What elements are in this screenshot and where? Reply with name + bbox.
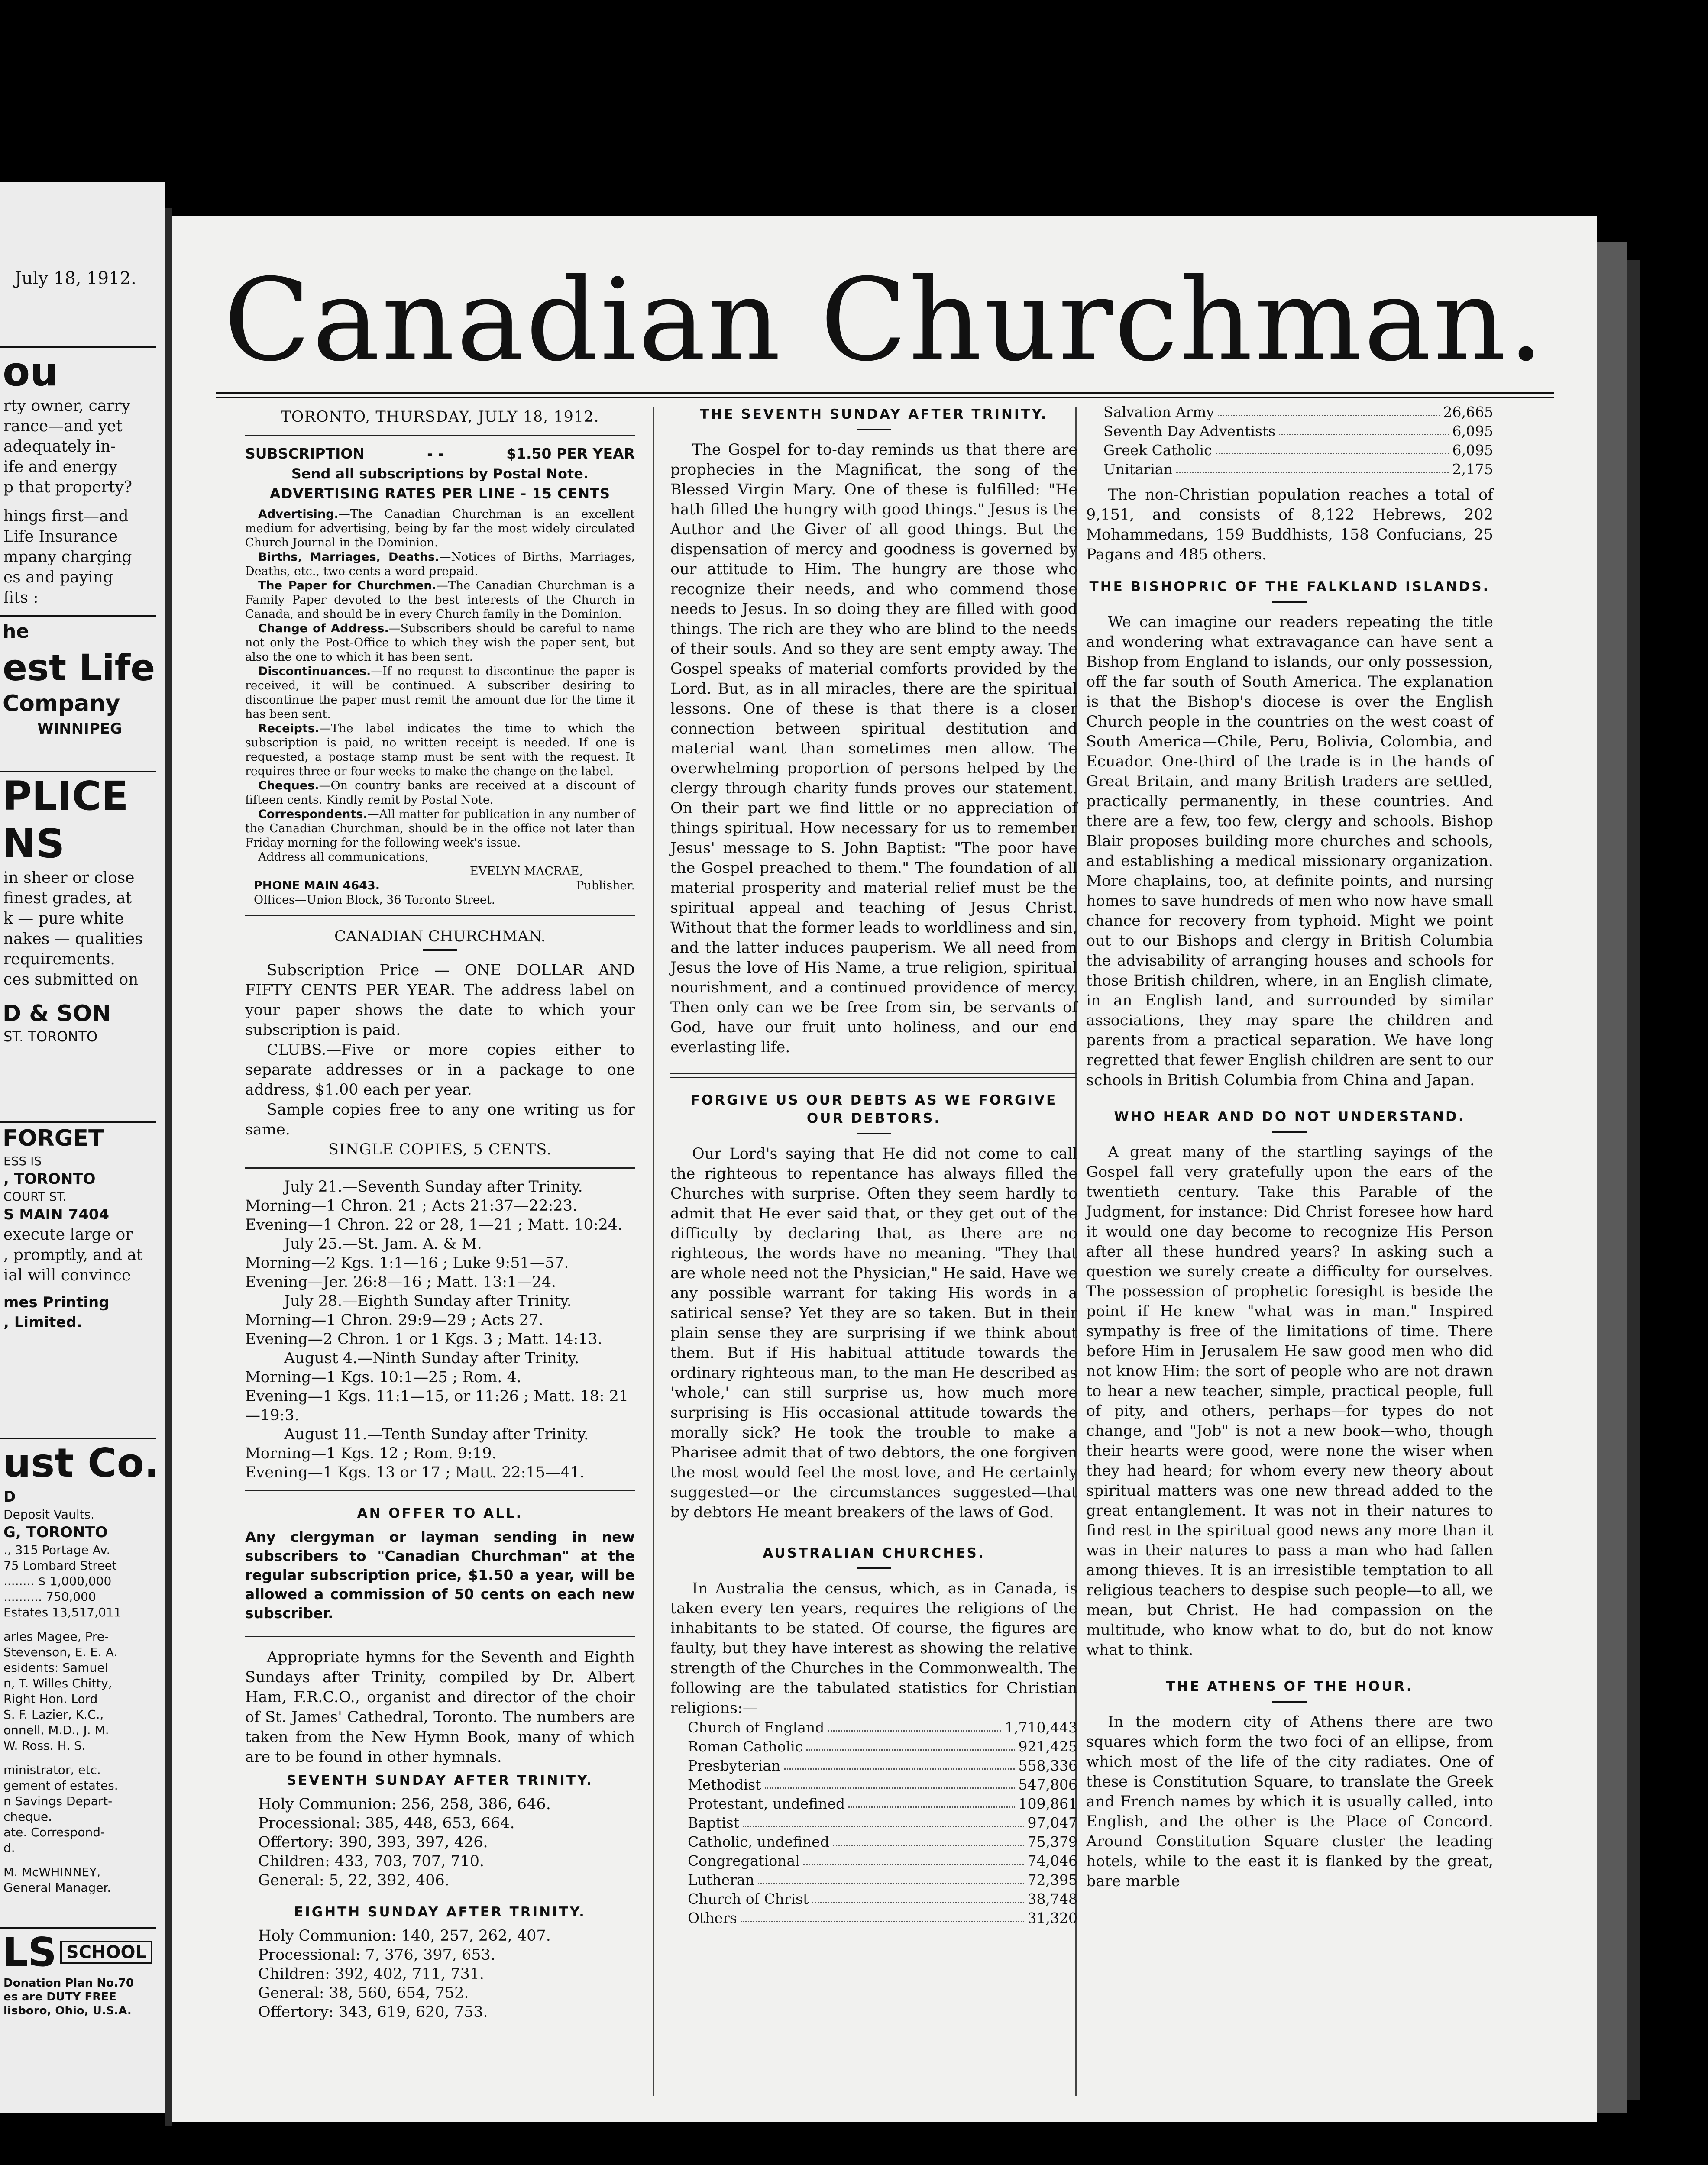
offer-text: Any clergyman or layman sending in new subscribers to "Canadian Churchman" at the regular subscription price, $1.50 a year, will be allowed a commission of 50 cents on each new subscriber.	[245, 1528, 635, 1622]
text-line: Offertory: 390, 393, 397, 426.	[258, 1834, 488, 1851]
text-line: arles Magee, Pre-	[3, 1629, 109, 1644]
eighth-hymns-list	[245, 1926, 635, 2022]
text-line: ate. Correspond-	[3, 1825, 105, 1839]
athens-heading: THE ATHENS OF THE HOUR.	[1166, 1679, 1414, 1694]
notice-item	[245, 664, 635, 721]
statistics-row	[1103, 460, 1493, 479]
lesson-line: Morning—1 Chron. 21 ; Acts 21:37—22:23.	[245, 1197, 578, 1215]
notice-label: Births, Marriages, Deaths.	[258, 550, 440, 564]
text-line: adequately in-	[3, 438, 116, 456]
statistics-row	[688, 1718, 1077, 1737]
notice-label: Change of Address.	[258, 622, 389, 635]
phone-number: PHONE MAIN 4643.	[254, 879, 380, 892]
religion-name: Lutheran	[688, 1871, 754, 1888]
religion-name: Protestant, undefined	[688, 1795, 845, 1812]
divider	[245, 1167, 635, 1169]
text-line: k — pure white	[3, 910, 124, 927]
text-line: rance—and yet	[3, 417, 123, 435]
lessons-list	[245, 1177, 635, 1482]
ad-city: WINNIPEG	[37, 720, 122, 737]
column-2	[670, 403, 1077, 1928]
dash	[857, 429, 891, 430]
masthead: Canadian Churchman.	[223, 254, 1546, 386]
statistics-row	[688, 1871, 1077, 1890]
religion-name: Unitarian	[1103, 461, 1173, 478]
school-ad-fragment	[0, 1927, 156, 2018]
notice-item	[245, 779, 635, 807]
religion-count: 2,175	[1452, 461, 1493, 478]
notice-text: —The Canadian Churchman is an excellent medium for advertising, being by far the most widely circulated Church Journal in the Dominion.	[245, 507, 635, 549]
ad-title: FORGET	[3, 1125, 104, 1151]
text-line: 75 Lombard Street	[3, 1558, 117, 1573]
offer-heading: AN OFFER TO ALL.	[357, 1506, 523, 1521]
who-hear-heading: WHO HEAR AND DO NOT UNDERSTAND.	[1114, 1109, 1465, 1125]
publisher-name: EVELYN MACRAE,	[469, 865, 583, 878]
text-line: ife and energy	[3, 458, 118, 476]
text-line: , promptly, and at	[3, 1246, 143, 1264]
hymns-intro: Appropriate hymns for the Seventh and Eighth Sundays after Trinity, compiled by Dr. Albert Ham, F.R.C.O., organist and director of the choir of St. James' Cathedral, Toronto. The numbers are taken from the New Hymn Book, many of which are to be found in other hymnals.	[245, 1649, 635, 1766]
who-hear-text: A great many of the startling sayings of the Gospel fall very gratefully upon the ears of the twentieth century. Take this Parable of the Judgment, for instance: Did Christ foresee how hard it would one day become to recognize His Person after all these hundred years? In asking such a question we surely create a difficulty for ourselves. The possession of prophetic foresight is beside the point if He knew "what was in man." Inspired sympathy is free of the limitations of time. There before Him in Jerusalem He saw good men who did not know Him: the sort of people who are not drawn to hear a new teacher, simple, practical people, full of pity, and others, perhaps—for types do not change, and "Job" is not a new book—who, though their hearts were good, were none the wiser when they had heard; for whom every new theory about spiritual matters was one new thread added to the great entanglement. It was not in their natures to find rest in the spiritual good news any more than it was in their natures to pass a man who had fallen among thieves. It is an irresistible temptation to all religious teachers to despise such people—to all, we mean, but Christ. He had compassion on the multitude, who know what to do, but do not know what to think.	[1086, 1144, 1493, 1659]
dash	[857, 1567, 891, 1569]
religion-count: 6,095	[1452, 442, 1493, 459]
religion-name: Salvation Army	[1103, 404, 1215, 420]
lesson-line: Morning—1 Chron. 29:9—29 ; Acts 27.	[245, 1312, 543, 1329]
lesson-line: Morning—1 Kgs. 10:1—25 ; Rom. 4.	[245, 1369, 521, 1386]
ad-title: ust Co.	[3, 1440, 159, 1486]
notice-item	[245, 507, 635, 550]
leader-dots	[758, 1871, 1024, 1884]
australian-statistics	[670, 1718, 1077, 1928]
religion-name: Presbyterian	[688, 1757, 781, 1774]
statistics-row	[688, 1794, 1077, 1813]
text-line: ces submitted on	[3, 971, 139, 989]
text-line: Stevenson, E. E. A.	[3, 1645, 118, 1659]
text-line: onnell, M.D., J. M.	[3, 1723, 109, 1737]
previous-page-fragment	[0, 182, 165, 2113]
text-line: Life Insurance	[3, 528, 118, 546]
text-line: Right Hon. Lord	[3, 1692, 98, 1706]
masthead-rule-thin	[216, 397, 1554, 398]
text-line: execute large or	[3, 1226, 133, 1244]
ad-title: PLICE	[3, 773, 129, 819]
text-line: hings first—and	[3, 507, 129, 525]
clubs-text: CLUBS.—Five or more copies either to separate addresses or in a package to one address, $1.00 each per year.	[245, 1041, 635, 1099]
religion-name: Others	[688, 1910, 737, 1926]
ad-line: mes Printing	[3, 1294, 110, 1311]
divider	[245, 1490, 635, 1491]
dash	[1272, 1131, 1307, 1133]
seventh-sunday-article-text: The Gospel for to-day reminds us that there are prophecies in the Magnificat, the song of the Blessed Virgin Mary. One of these is fulfilled: "He hath filled the hungry with good things." Jesus is the Author and the Giver of all good things. But the dispensation of mercy and goodness is governed by our attitude to Him. The hungry are those who recognize their needs, and who commend those needs to Jesus. In so doing they are filled with good things. The rich are they who are blind to the needs of their souls. And so they are sent empty away. The Gospel speaks of material comforts provided by the Lord. But, as in all miracles, there are the spiritual lessons. One of these is that there is a closer connection between spiritual destitution and material want than sometimes men allow. The overwhelming proportion of persons helped by the clergy through charity funds proves our statement. On their part we find little or no appreciation of things spiritual. How necessary for us to remember Jesus' message to S. John Baptist: "The poor have the Gospel preached to them." The foundation of all material prosperity and material relief must be the spiritual appeal and teaching of Jesus Christ. Without that the former leads to worldliness and sin, and the latter induces pauperism. We all need from Jesus the love of His Name, a true religion, spiritual nourishment, and a continued providence of mercy. Then only can we be free from sin, be servants of God, have our fruit unto holiness, and our end everlasting life.	[670, 441, 1077, 1056]
australian-churches-text: In Australia the census, which, as in Canada, is taken every ten years, requires the religions of the inhabitants to be stated. Of course, the figures are faulty, but they have interest as showing the relative strength of the Churches in the Commonwealth. The following are the tabulated statistics for Christian religions:—	[670, 1580, 1077, 1717]
advertising-rates: ADVERTISING RATES PER LINE - 15 CENTS	[269, 485, 611, 502]
page-edge	[1597, 242, 1627, 2113]
text-line: mpany charging	[3, 548, 132, 566]
religion-count: 72,395	[1027, 1871, 1077, 1888]
text-line: Processional: 385, 448, 653, 664.	[258, 1815, 515, 1832]
religion-name: Baptist	[688, 1814, 740, 1831]
text-line: Children: 392, 402, 711, 731.	[258, 1965, 485, 1983]
left-page-date: July 18, 1912.	[15, 268, 136, 288]
religion-count: 6,095	[1452, 423, 1493, 439]
seventh-hymns-list	[245, 1795, 635, 1890]
text-line: n Savings Depart-	[3, 1794, 113, 1808]
insurance-ad-fragment	[0, 346, 156, 608]
leader-dots	[1216, 441, 1449, 454]
dash	[1272, 601, 1307, 603]
notice-item	[245, 550, 635, 578]
text-line: ........ $ 1,000,000	[3, 1574, 112, 1588]
ad-lines	[0, 396, 156, 608]
ad-line: D	[3, 1488, 16, 1506]
statistics-row	[688, 1775, 1077, 1794]
text-line: cheque.	[3, 1810, 52, 1824]
text-line: Donation Plan No.70	[3, 1977, 134, 1990]
leader-dots	[1176, 460, 1449, 473]
offices-line: Offices—Union Block, 36 Toronto Street.	[254, 893, 495, 907]
text-line: Processional: 7, 376, 397, 653.	[258, 1946, 495, 1964]
ad-line: G, TORONTO	[3, 1524, 108, 1541]
forgive-us-text: Our Lord's saying that He did not come to call the righteous to repentance has always filled the Churches with surprise. Often they seem hardly to admit that He ever said that, or they get out of the difficulty by declaring that, as there are no righteous, the words have no meaning. "They that are whole need not the Physician," He said. Have we any possible warrant for taking His words in a satirical sense? Yet they are so taken. But in their plain sense they are surprising if we think about them. But if His habitual attitude towards the ordinary righteous man, to the man He described as 'whole,' can still surprise us, how much more surprising is His occasional attitude towards the morally sick? He took the trouble to make a Pharisee admit that of two debtors, the one forgiven the most would feel the most love, and He certainly suggested—or the circumstances suggested—that by debtors He meant breakers of the laws of God.	[670, 1145, 1077, 1521]
text-line: Holy Communion: 256, 258, 386, 646.	[258, 1796, 551, 1813]
divider	[245, 435, 635, 436]
religion-count: 74,046	[1027, 1852, 1077, 1869]
subscription-price-text: Subscription Price — ONE DOLLAR AND FIFTY CENTS PER YEAR. The address label on your paper shows the date to which your subscription is paid.	[245, 962, 635, 1039]
religion-name: Roman Catholic	[688, 1738, 803, 1755]
notice-label: Discontinuances.	[258, 665, 371, 678]
leader-dots	[741, 1909, 1024, 1922]
seventh-sunday-article-heading: THE SEVENTH SUNDAY AFTER TRINITY.	[700, 407, 1048, 422]
ad-lines	[0, 1542, 156, 1896]
ad-title-2: NS	[3, 821, 65, 867]
subscription-dashes: - -	[427, 445, 444, 462]
text-line: requirements.	[3, 950, 115, 968]
falkland-text: We can imagine our readers repeating the title and wondering what extravagance can have sent a Bishop from England to islands, our only possession, off the far south of South America. The explanation is that the Bishop's diocese is over the English Church people in the countries on the west coast of South America—Chile, Peru, Bolivia, Colombia, and Ecuador. One-third of the trade is in the hands of Great Britain, and many British traders are settled, practically permanently, in these countries. And there are a few, too few, clergy and schools. Bishop Blair proposes building more churches and schools, and establishing a medical missionary organization. More chaplains, too, at definite points, and nursing homes to save hundreds of men who now have small chance for recovery from typhoid. Might we point out to our Bishops and clergy in British Columbia the advisability of arranging houses and schools for those British children, where, in an English climate, in an English land, and surrounded by similar associations, they may spare the children and parents from a practical separation. We have long regretted that fewer English children are sent to our schools in British Columbia from China and Japan.	[1086, 614, 1493, 1089]
leader-dots	[828, 1718, 1001, 1732]
surplice-ad-fragment	[0, 771, 156, 1044]
athens-text: In the modern city of Athens there are two squares which form the two foci of an ellipse, from which most of the life of the city radiates. One of these is Constitution Square, to translate the Greek and French names by which it is usually called, into English, and the other is the Place of Concord. Around Constitution Square cluster the leading hotels, while to the east it is flanked by the great, bare marble	[1086, 1713, 1493, 1890]
ad-lines	[0, 1225, 156, 1286]
text-line	[0, 498, 156, 506]
religion-count: 31,320	[1027, 1910, 1077, 1926]
statistics-row	[688, 1813, 1077, 1832]
text-line: es and paying	[3, 569, 113, 586]
religion-count: 26,665	[1443, 404, 1493, 420]
text-line: .......... 750,000	[3, 1590, 96, 1604]
leader-dots	[784, 1756, 1015, 1770]
leader-dots	[812, 1890, 1024, 1903]
text-line: General: 5, 22, 392, 406.	[258, 1872, 450, 1889]
divider	[245, 1636, 635, 1637]
text-line: Estates 13,517,011	[3, 1605, 122, 1619]
single-copies: SINGLE COPIES, 5 CENTS.	[328, 1141, 552, 1158]
ad-lines	[0, 1976, 156, 2018]
text-line: General Manager.	[3, 1881, 111, 1895]
lesson-line: Evening—2 Chron. 1 or 1 Kgs. 3 ; Matt. 14:13.	[245, 1331, 602, 1348]
page-edge-shadow	[1627, 260, 1640, 2100]
notice-text: —If no request to discontinue the paper is received, it will be continued. A subscriber desiring to discontinue the paper must remit the amount due for the time it has been sent.	[245, 665, 635, 721]
ad-small-heading: he	[3, 620, 29, 643]
ad-title: ou	[3, 349, 58, 395]
text-line: W. Ross. H. S.	[3, 1738, 86, 1753]
text-line: Holy Communion: 140, 257, 262, 407.	[258, 1927, 551, 1945]
text-line: esidents: Samuel	[3, 1661, 108, 1675]
ad-lines	[0, 868, 156, 990]
non-christian-text: The non-Christian population reaches a total of 9,151, and consists of 8,122 Hebrews, 202 Mohammedans, 159 Buddhists, 158 Confucians, 25 Pagans and 485 others.	[1086, 486, 1493, 563]
ad-line: ESS IS	[3, 1154, 42, 1168]
leader-dots	[833, 1832, 1024, 1846]
address-all-line: Address all communications,	[258, 850, 429, 864]
ad-line: COURT ST.	[3, 1189, 67, 1204]
ad-line: Deposit Vaults.	[3, 1507, 95, 1522]
religion-name: Greek Catholic	[1103, 442, 1212, 459]
column-divider	[653, 407, 654, 2096]
text-line: lisboro, Ohio, U.S.A.	[3, 2004, 132, 2017]
text-line: es are DUTY FREE	[3, 1991, 116, 2003]
religion-count: 38,748	[1027, 1890, 1077, 1907]
notice-text: —The label indicates the time to which the subscription is paid, no written receipt is needed. If one is requested, a postage stamp must be sent with the request. It requires three or four weeks to make the change on the label.	[245, 722, 635, 778]
subscription-label: SUBSCRIPTION	[245, 445, 365, 462]
religion-count: 921,425	[1018, 1738, 1077, 1755]
ad-box: SCHOOL	[60, 1941, 152, 1964]
notice-text: —On country banks are received at a discount of fifteen cents. Kindly remit by Postal Note.	[245, 779, 635, 807]
lesson-line: July 21.—Seventh Sunday after Trinity.	[284, 1178, 583, 1196]
masthead-rule	[216, 392, 1554, 394]
text-line: rty owner, carry	[3, 397, 130, 415]
leader-dots	[1279, 422, 1449, 435]
notice-label: Receipts.	[258, 722, 320, 735]
religion-count: 1,710,443	[1005, 1719, 1077, 1736]
sample-copies-text: Sample copies free to any one writing us for same.	[245, 1101, 635, 1138]
phone-line	[245, 879, 635, 893]
notice-text: —Subscribers should be careful to name not only the Post-Office to which they wish the paper sent, but also the one to which it has been sent.	[245, 622, 635, 664]
text-line: Children: 433, 703, 707, 710.	[258, 1853, 485, 1870]
text-line: ial will convince	[3, 1267, 131, 1284]
text-line: General: 38, 560, 654, 752.	[258, 1984, 469, 2002]
religion-count: 109,861	[1018, 1795, 1077, 1812]
text-line: ., 315 Portage Av.	[3, 1543, 110, 1557]
leader-dots	[1218, 403, 1440, 416]
lesson-line: August 4.—Ninth Sunday after Trinity.	[284, 1350, 579, 1367]
forgive-us-heading: FORGIVE US OUR DEBTS AS WE FORGIVE OUR DEBTORS.	[690, 1092, 1058, 1126]
notice-item	[245, 807, 635, 850]
text-line	[0, 1856, 156, 1864]
other-religions-statistics	[1086, 403, 1493, 479]
lesson-line: Morning—2 Kgs. 1:1—16 ; Luke 9:51—57.	[245, 1254, 569, 1272]
ad-address: ST. TORONTO	[3, 1028, 98, 1045]
religion-count: 547,806	[1018, 1776, 1077, 1793]
leader-dots	[848, 1794, 1015, 1808]
notice-label: Cheques.	[258, 779, 319, 792]
printing-ad-fragment	[0, 1121, 156, 1332]
lesson-line: July 25.—St. Jam. A. & M.	[284, 1235, 482, 1253]
text-line	[0, 1754, 156, 1762]
leader-dots	[743, 1813, 1024, 1827]
statistics-row	[688, 1852, 1077, 1871]
religion-count: 97,047	[1027, 1814, 1077, 1831]
religion-name: Church of Christ	[688, 1890, 809, 1907]
text-line: M. McWHINNEY,	[3, 1865, 101, 1879]
divider	[245, 915, 635, 916]
leader-dots	[806, 1737, 1015, 1751]
statistics-row	[688, 1832, 1077, 1852]
text-line: in sheer or close	[3, 869, 135, 887]
text-line: gement of estates.	[3, 1778, 118, 1793]
notice-text: —The Canadian Churchman is a Family Paper devoted to the best interests of the Church in Canada, and should be in every Church family in the Dominion.	[245, 579, 635, 621]
publisher-label: Publisher.	[576, 879, 635, 892]
statistics-row	[688, 1737, 1077, 1756]
dash	[1272, 1701, 1307, 1703]
newspaper-page	[172, 216, 1597, 2122]
text-line: ministrator, etc.	[3, 1763, 101, 1777]
notice-label: Advertising.	[258, 507, 339, 521]
double-divider	[670, 1073, 1077, 1078]
ad-subtitle: Company	[3, 691, 120, 717]
notices-list	[245, 507, 635, 850]
religion-name: Congregational	[688, 1852, 800, 1869]
subscription-line	[245, 444, 635, 464]
dateline: TORONTO, THURSDAY, JULY 18, 1912.	[281, 408, 599, 426]
religion-name: Seventh Day Adventists	[1103, 423, 1276, 439]
column-1	[245, 403, 635, 2022]
religion-name: Church of England	[688, 1719, 825, 1736]
religion-count: 558,336	[1018, 1757, 1077, 1774]
notice-label: Correspondents.	[258, 808, 368, 821]
notice-item	[245, 721, 635, 779]
text-line	[0, 1620, 156, 1629]
dash	[857, 1133, 891, 1134]
statistics-row	[688, 1890, 1077, 1909]
text-line: p that property?	[3, 478, 133, 496]
lesson-line: August 11.—Tenth Sunday after Trinity.	[284, 1426, 589, 1443]
religion-name: Catholic, undefined	[688, 1833, 829, 1850]
text-line: nakes — qualities	[3, 930, 143, 948]
statistics-row	[1103, 441, 1493, 460]
religion-name: Methodist	[688, 1776, 761, 1793]
trust-company-ad-fragment	[0, 1438, 159, 1896]
lesson-line: Evening—1 Chron. 22 or 28, 1—21 ; Matt. 10:24.	[245, 1216, 623, 1234]
statistics-row	[1103, 422, 1493, 441]
subscription-price: $1.50 PER YEAR	[506, 445, 635, 462]
statistics-row	[1103, 403, 1493, 422]
notice-text: —All matter for publication in any number of the Canadian Churchman, should be in the office not later than Friday morning for the following week's issue.	[245, 808, 635, 850]
text-line: S. F. Lazier, K.C.,	[3, 1707, 104, 1722]
ad-line: S MAIN 7404	[3, 1206, 110, 1223]
leader-dots	[765, 1775, 1015, 1789]
australian-churches-heading: AUSTRALIAN CHURCHES.	[763, 1545, 985, 1561]
seventh-sunday-heading: SEVENTH SUNDAY AFTER TRINITY.	[286, 1773, 594, 1788]
text-line: finest grades, at	[3, 889, 132, 907]
ad-title: est Life	[3, 646, 155, 689]
notice-item	[245, 578, 635, 621]
notice-text: —Notices of Births, Marriages, Deaths, etc., two cents a word prepaid.	[245, 550, 635, 578]
lesson-line: July 28.—Eighth Sunday after Trinity.	[284, 1293, 572, 1310]
book-spine	[165, 208, 172, 2126]
religion-count: 75,379	[1027, 1833, 1077, 1850]
falkland-heading: THE BISHOPRIC OF THE FALKLAND ISLANDS.	[1089, 579, 1490, 595]
lesson-line: Evening—1 Kgs. 13 or 17 ; Matt. 22:15—41.	[245, 1464, 585, 1481]
ad-firm: D & SON	[3, 1001, 111, 1027]
leader-dots	[803, 1852, 1024, 1865]
text-line: Offertory: 343, 619, 620, 753.	[258, 2003, 488, 2021]
eighth-sunday-heading: EIGHTH SUNDAY AFTER TRINITY.	[294, 1904, 586, 1920]
cc-heading: CANADIAN CHURCHMAN.	[334, 928, 546, 945]
notice-label: The Paper for Churchmen.	[258, 579, 437, 592]
column-3	[1086, 403, 1493, 1891]
ad-line: , Limited.	[3, 1314, 82, 1331]
statistics-row	[688, 1756, 1077, 1775]
life-company-ad-fragment	[0, 615, 156, 739]
dash	[423, 949, 457, 951]
lesson-line: Morning—1 Kgs. 12 ; Rom. 9:19.	[245, 1445, 497, 1462]
text-line: fits :	[3, 589, 39, 607]
statistics-row	[688, 1909, 1077, 1928]
send-subscriptions-line: Send all subscriptions by Postal Note.	[291, 465, 589, 482]
lesson-line: Evening—Jer. 26:8—16 ; Matt. 13:1—24.	[245, 1273, 556, 1291]
ad-title: LS	[3, 1929, 57, 1975]
ad-line: , TORONTO	[3, 1170, 96, 1188]
text-line: n, T. Willes Chitty,	[3, 1676, 112, 1690]
lesson-line: Evening—1 Kgs. 11:1—15, or 11:26 ; Matt. 18: 21—19:3.	[245, 1388, 629, 1424]
notice-item	[245, 621, 635, 664]
text-line: d.	[3, 1841, 15, 1855]
